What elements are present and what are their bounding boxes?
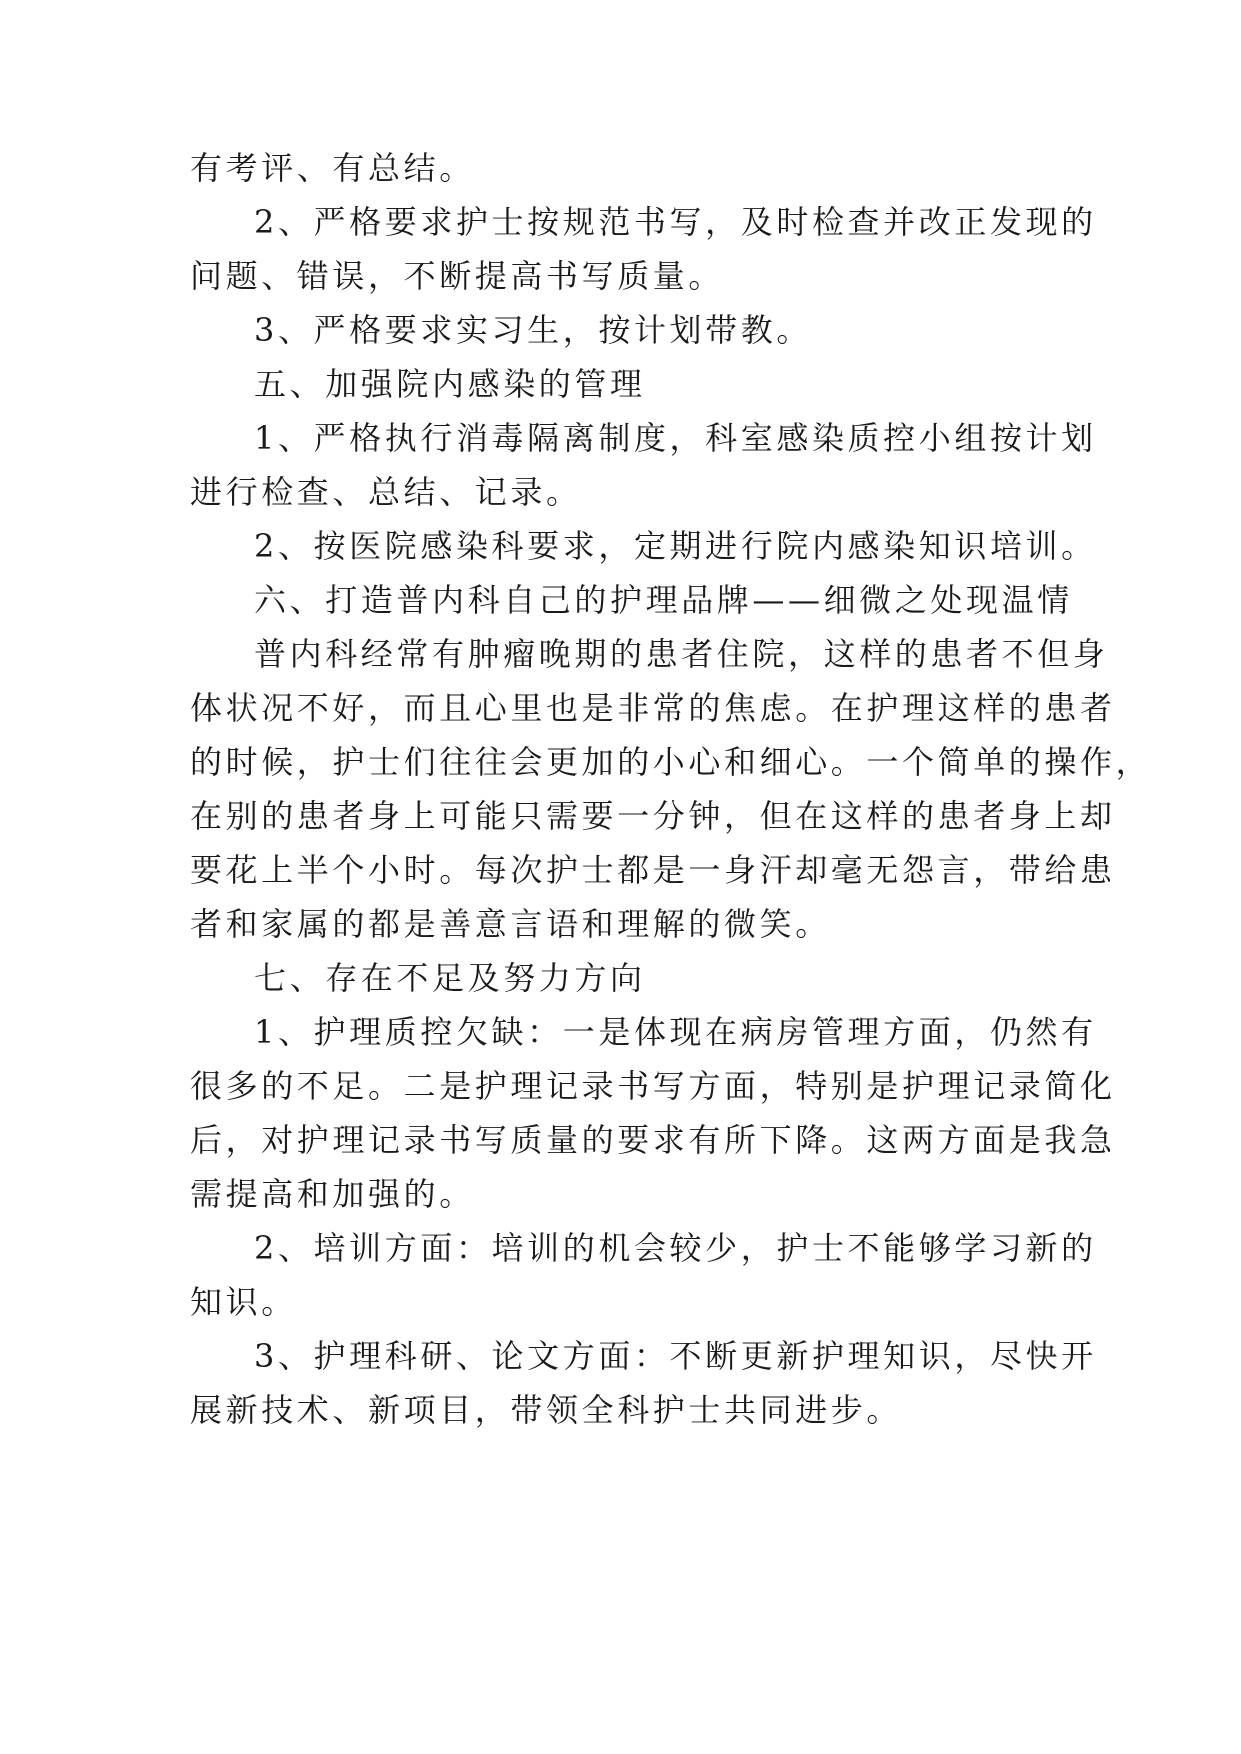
- text-line: 后，对护理记录书写质量的要求有所下降。这两方面是我急: [190, 1121, 1116, 1159]
- text-line: 1、护理质控欠缺：一是体现在病房管理方面，仍然有: [254, 1013, 1097, 1051]
- text-line: 需提高和加强的。: [190, 1175, 475, 1213]
- text-line: 问题、错误，不断提高书写质量。: [190, 257, 725, 295]
- text-line: 知识。: [190, 1283, 297, 1321]
- text-line: 3、严格要求实习生，按计划带教。: [254, 311, 812, 349]
- text-line: 1、严格执行消毒隔离制度，科室感染质控小组按计划: [254, 419, 1097, 457]
- section-heading: 五、加强院内感染的管理: [254, 365, 646, 403]
- section-heading: 六、打造普内科自己的护理品牌——细微之处现温情: [254, 581, 1073, 619]
- text-line: 普内科经常有肿瘤晚期的患者住院，这样的患者不但身: [254, 635, 1109, 673]
- text-line: 体状况不好，而且心里也是非常的焦虑。在护理这样的患者: [190, 689, 1116, 727]
- text-line: 2、培训方面：培训的机会较少，护士不能够学习新的: [254, 1229, 1097, 1267]
- text-line: 2、严格要求护士按规范书写，及时检查并改正发现的: [254, 203, 1097, 241]
- text-line: 2、按医院感染科要求，定期进行院内感染知识培训。: [254, 527, 1097, 565]
- text-line: 在别的患者身上可能只需要一分钟，但在这样的患者身上却: [190, 797, 1116, 835]
- text-line: 有考评、有总结。: [190, 149, 475, 187]
- text-line: 很多的不足。二是护理记录书写方面，特别是护理记录简化: [190, 1067, 1116, 1105]
- text-line: 进行检查、总结、记录。: [190, 473, 582, 511]
- text-line: 3、护理科研、论文方面：不断更新护理知识，尽快开: [254, 1337, 1097, 1375]
- text-line: 展新技术、新项目，带领全科护士共同进步。: [190, 1391, 903, 1429]
- section-heading: 七、存在不足及努力方向: [254, 959, 646, 997]
- text-line: 者和家属的都是善意言语和理解的微笑。: [190, 905, 831, 943]
- text-line: 的时候，护士们往往会更加的小心和细心。一个简单的操作，: [190, 743, 1152, 781]
- text-line: 要花上半个小时。每次护士都是一身汗却毫无怨言，带给患: [190, 851, 1116, 889]
